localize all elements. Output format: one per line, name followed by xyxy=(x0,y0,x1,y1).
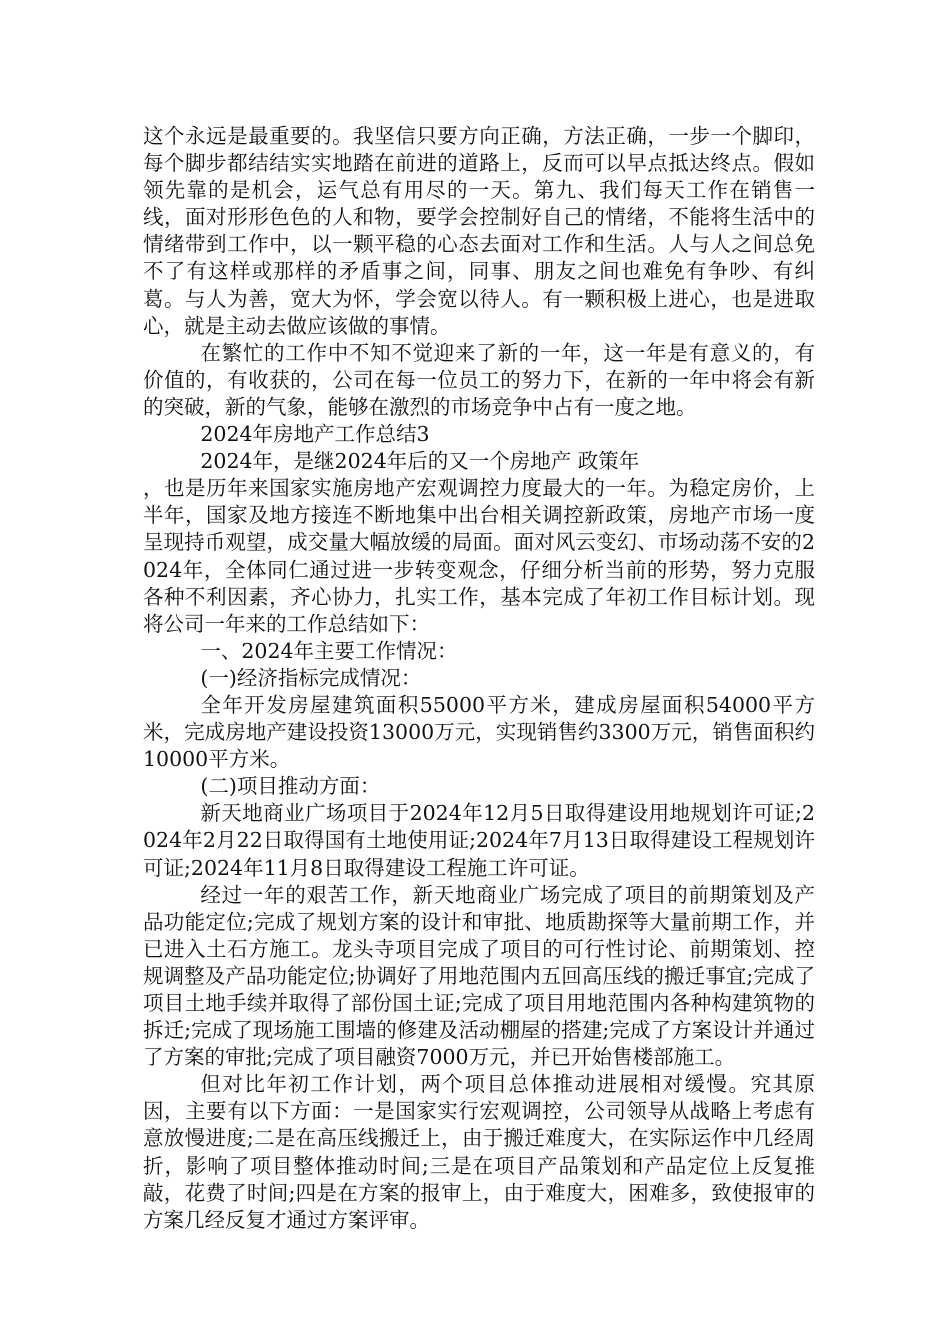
section-title: 2024年房地产工作总结3 xyxy=(200,422,430,447)
paragraph-economic-indicators: 全年开发房屋建筑面积55000平方米，建成房屋面积54000平方米，完成房地产建设投资13000万元，实现销售约3300万元，销售面积约10000平方米。 xyxy=(143,692,815,772)
paragraph-personal-summary: 这个永远是最重要的。我坚信只要方向正确，方法正确，一步一个脚印，每个脚步都结结实实地踏在前进的道路上，反而可以早点抵达终点。假如领先靠的是机会，运气总有用尽的一天。第九、我们每天工作在销售一线，面对形形色色的人和物，要学会控制好自己的情绪，不能将生活中的情绪带到工作中，以一颗平稳的心态去面对工作和生活。人与人之间总免不了有这样或那样的矛盾事之间，同事、朋友之间也难免有争吵、有纠葛。与人为善，宽大为怀，学会宽以待人。有一颗积极上进心，也是进取心，就是主动去做应该做的事情。 xyxy=(143,124,815,338)
document-page xyxy=(143,123,815,1234)
paragraph-market-overview: ，也是历年来国家实施房地产宏观调控力度最大的一年。为稳定房价，上半年，国家及地方接连不断地集中出台相关调控新政策，房地产市场一度呈现持币观望，成交量大幅放缓的局面。面对风云变幻、市场动荡不安的2024年，全体同仁通过进一步转变观念，仔细分析当前的形势，努力克服各种不利因素，齐心协力，扎实工作，基本完成了年初工作目标计划。现将公司一年来的工作总结如下： xyxy=(143,476,815,636)
paragraph-project-work: 经过一年的艰苦工作，新天地商业广场完成了项目的前期策划及产品功能定位;完成了规划方案的设计和审批、地质勘探等大量前期工作，并已进入土石方施工。龙头寺项目完成了项目的可行性讨论、前期策划、控规调整及产品功能定位;协调好了用地范围内五回高压线的搬迁事宜;完成了项目土地手续并取得了部份国土证;完成了项目用地范围内各种构建筑物的拆迁;完成了现场施工围墙的修建及活动棚屋的搭建;完成了方案设计并通过了方案的审批;完成了项目融资7000万元，并已开始售楼部施工。 xyxy=(143,882,815,1070)
heading-project-progress: (二)项目推动方面： xyxy=(200,774,381,799)
paragraph-delay-reasons: 但对比年初工作计划，两个项目总体推动进展相对缓慢。究其原因，主要有以下方面：一是国家实行宏观调控，公司领导从战略上考虑有意放慢进度;二是在高压线搬迁上，由于搬迁难度大，在实际运作中几经周折，影响了项目整体推动时间;三是在项目产品策划和产品定位上反复推敲，花费了时间;四是在方案的报审上，由于难度大，困难多，致使报审的方案几经反复才通过方案评审。 xyxy=(143,1072,815,1232)
paragraph-new-year-outlook: 在繁忙的工作中不知不觉迎来了新的一年，这一年是有意义的，有价值的，有收获的，公司在每一位员工的努力下，在新的一年中将会有新的突破，新的气象，能够在激烈的市场竞争中占有一度之地。 xyxy=(143,340,815,419)
heading-economic-indicators: (一)经济指标完成情况： xyxy=(200,665,422,690)
paragraph-policy-year: 2024年，是继2024年后的又一个房地产 政策年 xyxy=(200,449,640,474)
heading-main-work: 一、2024年主要工作情况： xyxy=(200,638,458,663)
paragraph-permits: 新天地商业广场项目于2024年12月5日取得建设用地规划许可证;2024年2月22日取得国有土地使用证;2024年7月13日取得建设工程规划许可证;2024年11月8日取得建设工程施工许可证。 xyxy=(143,801,815,880)
